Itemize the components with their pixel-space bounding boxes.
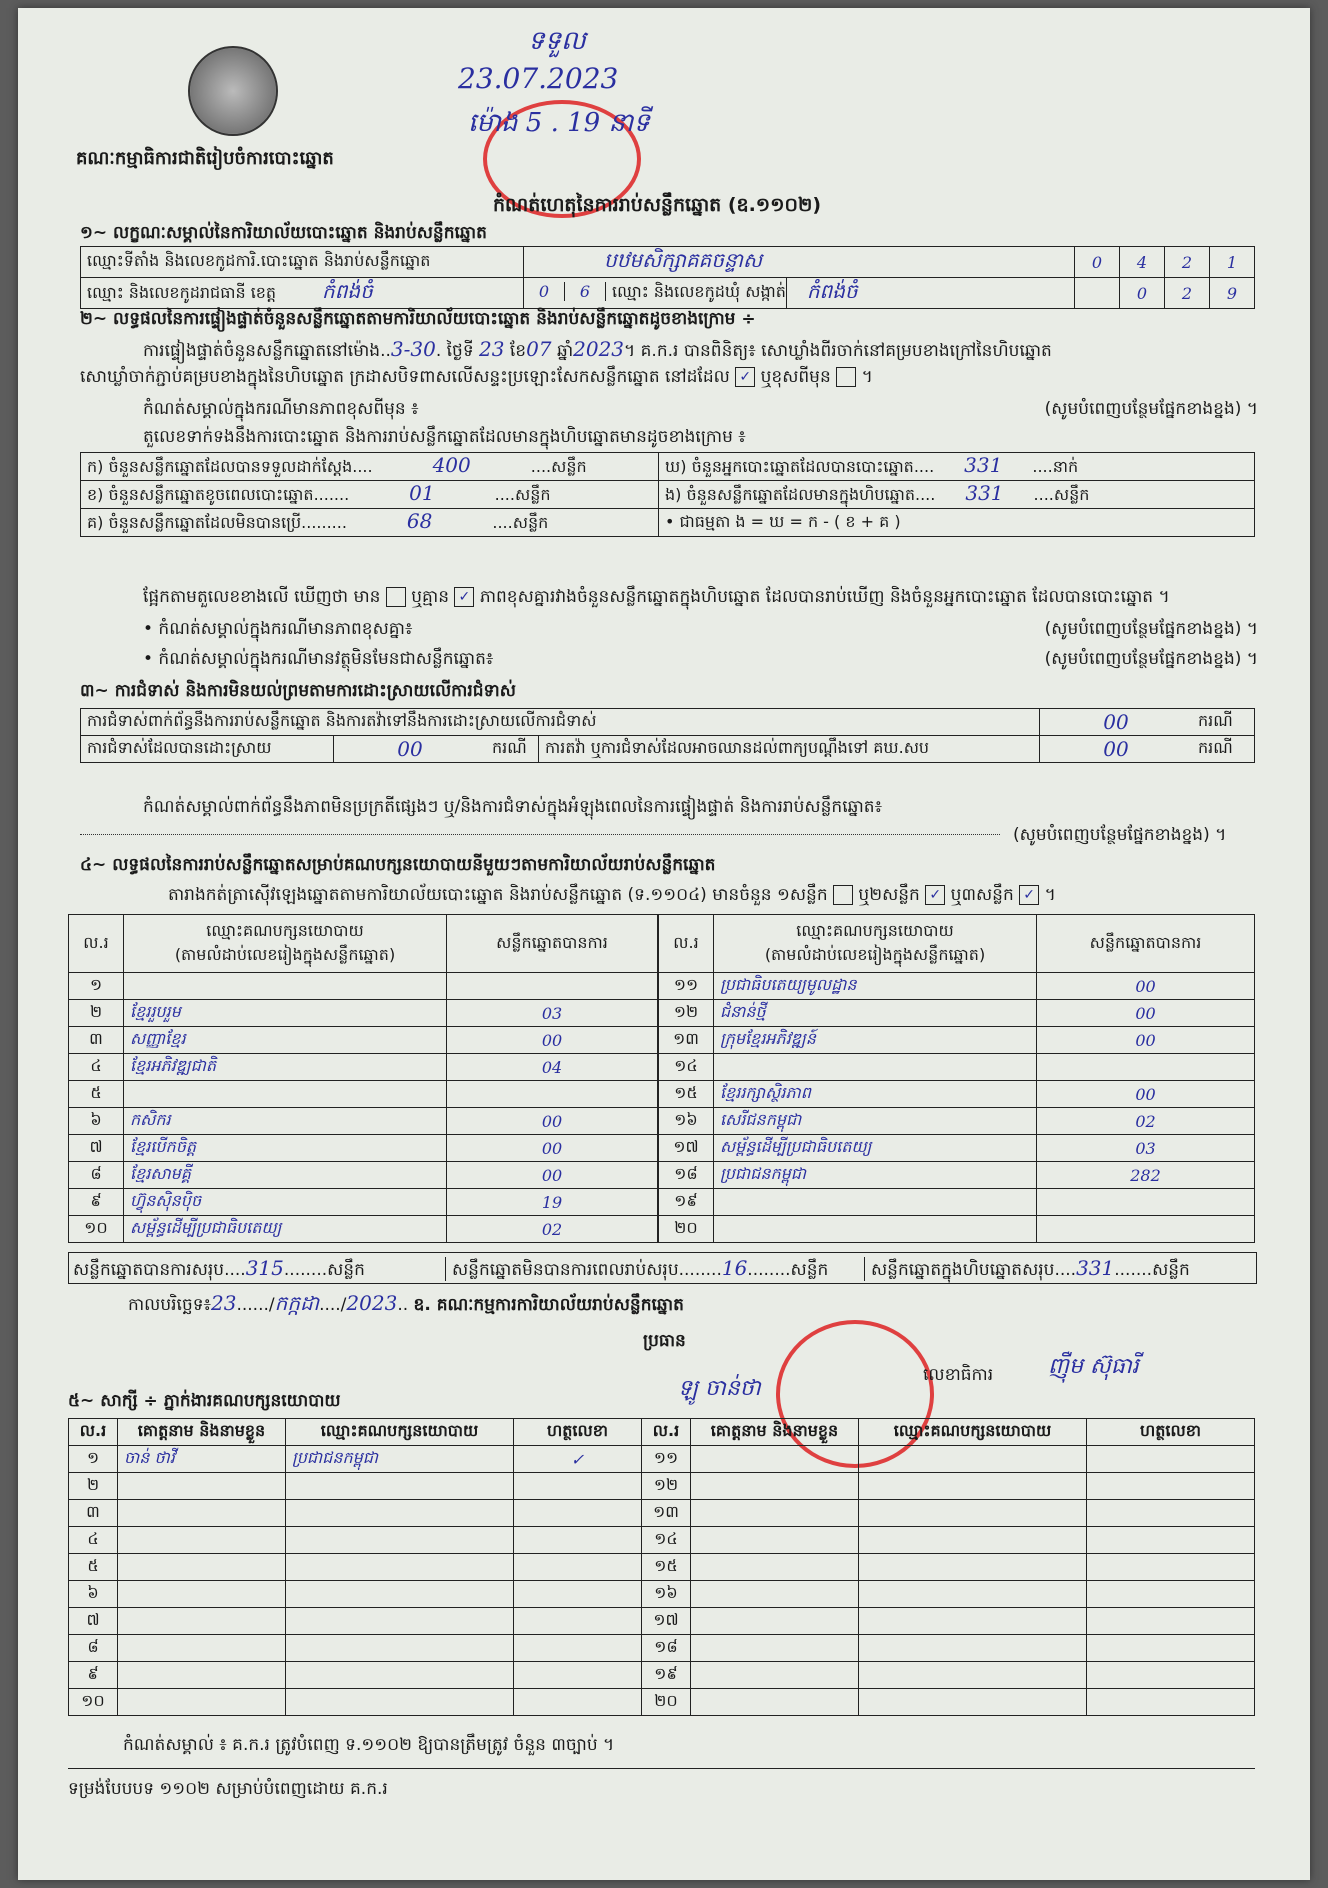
witness-party [286, 1662, 514, 1689]
witness-sign-right [1087, 1473, 1255, 1500]
result-right-no: ១៨ [659, 1162, 714, 1189]
witness-name-right [691, 1662, 859, 1689]
section2-heading: ២~ លទ្ធផលនៃការផ្ទៀងផ្ទាត់ចំនួនសន្លឹកឆ្នោតតាមការិយាល័យបោះឆ្នោត និងរាប់សន្លឹកឆ្នោតដូចខាងក្រោម ÷ [80, 309, 756, 329]
formula: • ជាធម្មតា ង = ឃ = ក - ( ខ + គ ) [659, 509, 1255, 537]
witness-sign [514, 1662, 642, 1689]
result-right-no: ១៥ [659, 1081, 714, 1108]
witness-sign [514, 1635, 642, 1662]
result-right-no: ១៩ [659, 1189, 714, 1216]
result-left-votes: 19 [447, 1189, 658, 1216]
witness-name [118, 1608, 286, 1635]
witness-no-right: ១៣ [642, 1500, 691, 1527]
witness-row [69, 1527, 1255, 1554]
witness-sign [514, 1608, 642, 1635]
witness-party-right [859, 1689, 1087, 1716]
witness-row [69, 1689, 1255, 1716]
witness-row [69, 1446, 1255, 1473]
result-left-party: ខ្មែរបើកចិត្ត [124, 1135, 447, 1162]
secretary-label: លេខាធិការ [923, 1365, 994, 1385]
witness-name-right [691, 1554, 859, 1581]
note-different: កំណត់សម្គាល់ក្នុងករណីមានភាពខុសពីមុន ៖ (សូមបំពេញបន្ថែមផ្នែកខាងខ្នង) ។ [143, 399, 1258, 419]
result-right-votes: 00 [1037, 973, 1255, 1000]
result-left-votes: 00 [447, 1027, 658, 1054]
objection-resolved-value: 00 [334, 736, 487, 763]
station-value: បឋមសិក្សាគគចន្ទាស [524, 247, 1075, 278]
result-right-party [714, 1216, 1037, 1243]
witness-name-right [691, 1446, 859, 1473]
result-left-row [69, 1081, 658, 1108]
note-foreign-object: • កំណត់សម្គាល់ក្នុងករណីមានវត្ថុមិនមែនជាសន្លឹកឆ្នោត៖ (សូមបំពេញបន្ថែមផ្នែកខាងខ្នង) ។ [143, 649, 1258, 669]
station-code-1: 0 [1075, 247, 1120, 278]
witness-sign [514, 1554, 642, 1581]
compare-line: ផ្អែកតាមតួលេខខាងលើ ឃើញថា មាន ឬគ្មាន ✓ ភាពខុសគ្នារវាងចំនួនសន្លឹកឆ្នោតក្នុងហិបឆ្នោត ដែលបានរាប់ឃើញ និងចំនួនអ្នកបោះឆ្នោត ដែលបានបោះឆ្នោត ។ [143, 587, 1170, 607]
objection-appeal-value: 00 [1040, 736, 1193, 763]
result-left-party: ខ្មែរសាមគ្គី [124, 1162, 447, 1189]
result-left-row [69, 1189, 658, 1216]
station-code-2: 4 [1120, 247, 1165, 278]
witness-sign-right [1087, 1446, 1255, 1473]
witness-name [118, 1527, 286, 1554]
witness-no: ៣ [69, 1500, 118, 1527]
witness-name [118, 1635, 286, 1662]
witness-row [69, 1473, 1255, 1500]
result-right-row [659, 1216, 1255, 1243]
result-right-votes [1037, 1216, 1255, 1243]
figure-c-value: 68 [406, 509, 433, 533]
witness-sign-right [1087, 1662, 1255, 1689]
president-name: ឡូ ចាន់ថា [678, 1376, 761, 1401]
verify-day: 23 [479, 337, 505, 361]
witness-name [118, 1581, 286, 1608]
result-right-votes [1037, 1189, 1255, 1216]
result-right-row [659, 1135, 1255, 1162]
witness-party [286, 1527, 514, 1554]
result-left-party: សម្ព័ន្ធដើម្បីប្រជាធិបតេយ្យ [124, 1216, 447, 1243]
result-right-votes: 00 [1037, 1081, 1255, 1108]
footer-form-id: ទម្រង់បែបបទ ១១០២ សម្រាប់បំពេញដោយ គ.ក.រ [68, 1779, 388, 1799]
figure-b-value: 01 [409, 481, 435, 505]
commune-code-1: 0 [1120, 278, 1165, 309]
witness-party: ប្រជាជនកម្ពុជា [286, 1446, 514, 1473]
verify-line-2: សោឃ្លាំចាក់ភ្ជាប់គម្របខាងក្នុងនៃហិបឆ្នោត ក្រដាសបិទពាសលើសន្ទះប្រឡោះសែកសន្លឹកឆ្នោត នៅដដែល ✓ ឬខុសពីមុន ។ [80, 367, 873, 387]
result-right-row [659, 1054, 1255, 1081]
result-left-votes [447, 973, 658, 1000]
province-value: កំពង់ចំ [322, 279, 373, 303]
form-sheet [18, 8, 1310, 1880]
result-right-votes: 03 [1037, 1135, 1255, 1162]
result-left-votes: 03 [447, 1000, 658, 1027]
result-right-votes: 00 [1037, 1027, 1255, 1054]
result-right-party [714, 1189, 1037, 1216]
witness-no-right: ១១ [642, 1446, 691, 1473]
tally-sheet-line: តារាងកត់ត្រាស៊ើវឡេងឆ្នោតតាមការិយាល័យបោះឆ្នោត និងរាប់សន្លឹកឆ្នោត (ទ.១១០៤) មានចំនួន ១សន្លឹក ឬ២សន្លឹក ✓ ឬ៣សន្លឹក ✓ ។ [168, 885, 1056, 905]
different-checkbox[interactable] [836, 367, 856, 387]
ballot-box-total: 331 [1076, 1256, 1115, 1280]
witness-party-right [859, 1608, 1087, 1635]
result-left-party: ហ៊្វុនស៊ិនប៉ិច [124, 1189, 447, 1216]
received-label: ទទួល [528, 26, 586, 56]
result-left-row [69, 1162, 658, 1189]
witness-party-right [859, 1473, 1087, 1500]
witness-row [69, 1554, 1255, 1581]
witness-no: ៨ [69, 1635, 118, 1662]
objection-table: ការជំទាស់ពាក់ព័ន្ធនឹងការរាប់សន្លឹកឆ្នោត និងការតវ៉ាទៅនឹងការដោះស្រាយលើការជំទាស់ 00 ករណី ការជំទាស់ដែលបានដោះស្រាយ 00 ករណី ការតវ៉ា ឬការជំទាស់ដែលអាចឈានដល់ពាក្យបណ្តឹងទៅ គឃ.សប 00 ករណី [80, 708, 1255, 763]
note-difference: • កំណត់សម្គាល់ក្នុងករណីមានភាពខុសគ្នា៖ (សូមបំពេញបន្ថែមផ្នែកខាងខ្នង) ។ [143, 619, 1258, 639]
result-right-no: ១៦ [659, 1108, 714, 1135]
figures-intro: តួលេខទាក់ទងនឹងការបោះឆ្នោត និងការរាប់សន្លឹកឆ្នោតដែលមានក្នុងហិបឆ្នោតមានដូចខាងក្រោម ៖ [143, 427, 746, 447]
figures-table: ក) ចំនួនសន្លឹកឆ្នោតដែលបានទទួលដាក់ស្តែង.... 400 ....សន្លឹក ឃ) ចំនួនអ្នកបោះឆ្នោតដែលបានបោះឆ្នោត.... 331 ....នាក់ ខ) ចំនួនសន្លឹកឆ្នោតខូចពេលបោះឆ្នោត....... 01 ....សន្លឹក ង) ចំនួនសន្លឹកឆ្នោតដែលមានក្នុងហិបឆ្នោត.... 331 ....សន្លឹក គ) ចំនួនសន្លឹកឆ្នោតដែលមិនបានប្រើ......... 68 ....សន្លឹក • ជាធម្មតា ង = ឃ = ក - ( ខ + គ ) [80, 452, 1255, 537]
result-left-votes: 00 [447, 1135, 658, 1162]
result-left-row [69, 973, 658, 1000]
no-difference-checkbox[interactable]: ✓ [454, 587, 474, 607]
witness-name-right [691, 1635, 859, 1662]
result-left-votes [447, 1081, 658, 1108]
result-left-row [69, 1054, 658, 1081]
result-left-no: ២ [69, 1000, 124, 1027]
witness-sign-right [1087, 1581, 1255, 1608]
witness-name-right [691, 1581, 859, 1608]
irregularity-fill: (សូមបំពេញបន្ថែមផ្នែកខាងខ្នង) ។ [1013, 825, 1227, 845]
result-left-no: ៩ [69, 1189, 124, 1216]
result-right-row [659, 1162, 1255, 1189]
witness-table: ល.រ គោត្តនាម និងនាមខ្លួន ឈ្មោះគណបក្សនយោបាយ ហត្ថលេខា ល.រ គោត្តនាម និងនាមខ្លួន ឈ្មោះគណបក្សនយោបាយ ហត្ថលេខា ១ ចាន់ ថាវី ប្រជាជនកម្ពុជា ✓ ១១ ២ ១២ ៣ ១៣ ៤ ១៤ ៥ ១៥ ៦ ១៦ ៧ ១៧ ៨ ១៨ ៩ ១៩ ១០ ២០ [68, 1418, 1255, 1716]
commune-label: ឈ្មោះ និងលេខកូដឃុំ សង្កាត់ [612, 282, 786, 301]
witness-party [286, 1635, 514, 1662]
nec-logo [188, 46, 278, 136]
result-right-row [659, 1081, 1255, 1108]
witness-no-right: ១៨ [642, 1635, 691, 1662]
result-right-row [659, 973, 1255, 1000]
has-difference-checkbox[interactable] [386, 587, 406, 607]
witness-party-right [859, 1581, 1087, 1608]
result-left-votes: 02 [447, 1216, 658, 1243]
witness-party-right [859, 1662, 1087, 1689]
witness-no: ៩ [69, 1662, 118, 1689]
province-code-2: 6 [565, 282, 606, 301]
witness-sign [514, 1689, 642, 1716]
result-left-party: សញ្ញាខ្មែរ [124, 1027, 447, 1054]
figure-a-label: ក) ចំនួនសន្លឹកឆ្នោតដែលបានទទួលដាក់ស្តែង [87, 457, 353, 476]
irregularity-note: កំណត់សម្គាល់ពាក់ព័ន្ធនឹងភាពមិនប្រក្រតីផ្សេងៗ ឬ/និងការជំទាស់ក្នុងអំឡុងពេលនៃការផ្ទៀងផ្ទាត់ និងការរាប់សន្លឹកឆ្នោត៖ [143, 797, 883, 817]
result-left-no: ១០ [69, 1216, 124, 1243]
witness-sign-right [1087, 1689, 1255, 1716]
valid-total: 315 [245, 1256, 284, 1280]
witness-no-right: ១៤ [642, 1527, 691, 1554]
result-left-no: ៥ [69, 1081, 124, 1108]
witness-name [118, 1662, 286, 1689]
result-left-party [124, 1081, 447, 1108]
received-time: ម៉ោង 5 . 19 នាទី [468, 108, 650, 138]
result-right-votes: 00 [1037, 1000, 1255, 1027]
witness-name-right [691, 1500, 859, 1527]
figure-a-value: 400 [432, 453, 471, 477]
totals-row: សន្លឹកឆ្នោតបានការសរុប....315........សន្លឹក សន្លឹកឆ្នោតមិនបានការពេលរាប់សរុប........16........សន្លឹក សន្លឹកឆ្នោតក្នុងហិបឆ្នោតសរុប....331.......សន្លឹក [68, 1252, 1257, 1284]
verify-year: 2023 [573, 337, 625, 361]
witness-row [69, 1608, 1255, 1635]
witness-sign [514, 1527, 642, 1554]
station-table [80, 246, 1255, 309]
witness-party [286, 1500, 514, 1527]
witness-no: ៤ [69, 1527, 118, 1554]
witness-party-right [859, 1635, 1087, 1662]
one-sheet-checkbox[interactable] [833, 885, 853, 905]
witness-name [118, 1473, 286, 1500]
figure-d-label: ឃ) ចំនួនអ្នកបោះឆ្នោតដែលបានបោះឆ្នោត [665, 457, 914, 476]
section3-heading: ៣~ ការជំទាស់ និងការមិនយល់ព្រមតាមការដោះស្រាយលើការជំទាស់ [80, 681, 516, 701]
witness-no-right: ១៩ [642, 1662, 691, 1689]
witness-no-right: ១៧ [642, 1608, 691, 1635]
section5-heading: ៥~ សាក្សី ÷ ភ្នាក់ងារគណបក្សនយោបាយ [68, 1391, 341, 1411]
invalid-total: 16 [721, 1256, 748, 1280]
result-right-votes [1037, 1054, 1255, 1081]
witness-party [286, 1473, 514, 1500]
witness-row [69, 1662, 1255, 1689]
witness-no: ១០ [69, 1689, 118, 1716]
figure-c-label: គ) ចំនួនសន្លឹកឆ្នោតដែលមិនបានប្រើ [87, 513, 302, 532]
witness-name-right [691, 1473, 859, 1500]
result-left-party: កសិករ [124, 1108, 447, 1135]
witness-no: ៧ [69, 1608, 118, 1635]
result-right-no: ១៣ [659, 1027, 714, 1054]
result-left-no: ៣ [69, 1027, 124, 1054]
commune-code-2: 2 [1165, 278, 1210, 309]
figure-d-value: 331 [964, 453, 1003, 477]
result-right-party: ប្រជាជនកម្ពុជា [714, 1162, 1037, 1189]
result-right-party [714, 1054, 1037, 1081]
objection-total-label: ការជំទាស់ពាក់ព័ន្ធនឹងការរាប់សន្លឹកឆ្នោត និងការតវ៉ាទៅនឹងការដោះស្រាយលើការជំទាស់ [81, 709, 1040, 736]
witness-name-right [691, 1689, 859, 1716]
figure-b-label: ខ) ចំនួនសន្លឹកឆ្នោតខូចពេលបោះឆ្នោត [87, 485, 314, 504]
result-left-no: ៧ [69, 1135, 124, 1162]
figure-e-value: 331 [965, 481, 1004, 505]
witness-no: ៦ [69, 1581, 118, 1608]
witness-sign-right [1087, 1635, 1255, 1662]
verify-line-1: ការផ្ទៀងផ្ទាត់ចំនួនសន្លឹកឆ្នោតនៅម៉ោង..3-30. ថ្ងៃទី 23 ខែ07 ឆ្នាំ2023។ គ.ក.រ បានពិនិត្យ៖ សោឃ្លាំងពីរចាក់នៅគម្របខាងក្រៅនៃហិបឆ្នោត [143, 337, 1052, 361]
committee-name: គណៈកម្មាធិការជាតិរៀបចំការបោះឆ្នោត [76, 148, 334, 169]
witness-no: ២ [69, 1473, 118, 1500]
witness-sign [514, 1581, 642, 1608]
witness-party [286, 1554, 514, 1581]
commune-code-3: 9 [1210, 278, 1255, 309]
result-right-no: ២០ [659, 1216, 714, 1243]
result-right-row [659, 1000, 1255, 1027]
result-right-party: ខ្មែររក្សាស្ថិរភាព [714, 1081, 1037, 1108]
verify-month: 07 [526, 337, 552, 361]
witness-sign-right [1087, 1554, 1255, 1581]
section1-heading: ១~ លក្ខណៈសម្គាល់នៃការិយាល័យបោះឆ្នោត និងរាប់សន្លឹកឆ្នោត [80, 223, 487, 243]
secretary-name: ញ៉ឺម ស៊ុធារី [1048, 1354, 1139, 1379]
witness-party [286, 1608, 514, 1635]
witness-no-right: ១២ [642, 1473, 691, 1500]
witness-party [286, 1581, 514, 1608]
result-left-row [69, 1216, 658, 1243]
result-left-row [69, 1108, 658, 1135]
result-left-votes: 00 [447, 1162, 658, 1189]
commune-value: កំពង់ចំ [786, 278, 1074, 309]
result-right-votes: 02 [1037, 1108, 1255, 1135]
same-checkbox[interactable]: ✓ [735, 367, 755, 387]
witness-sign-right [1087, 1500, 1255, 1527]
two-sheet-checkbox[interactable]: ✓ [925, 885, 945, 905]
result-left-row [69, 1000, 658, 1027]
result-left-votes: 04 [447, 1054, 658, 1081]
witness-party [286, 1689, 514, 1716]
province-label: ឈ្មោះ និងលេខកូដរាជធានី ខេត្ត [87, 283, 277, 302]
figure-e-label: ង) ចំនួនសន្លឹកឆ្នោតដែលមានក្នុងហិបឆ្នោត [665, 485, 915, 504]
witness-party-right [859, 1446, 1087, 1473]
witness-no-right: ២០ [642, 1689, 691, 1716]
witness-name-right [691, 1527, 859, 1554]
objection-total-value: 00 [1040, 709, 1193, 736]
results-table-left: ល.រ ឈ្មោះគណបក្សនយោបាយ (តាមលំដាប់លេខរៀងក្នុងសន្លឹកឆ្នោត) សន្លឹកឆ្នោតបានការ ១ ២ ខ្មែររួបរួម 03 ៣ សញ្ញាខ្មែរ 00 ៤ ខ្មែរអភិវឌ្ឍជាតិ 04 ៥ ៦ កសិករ 00 ៧ ខ្មែរបើកចិត្ត 00 ៨ ខ្មែរសាមគ្គី 00 ៩ ហ៊្វុនស៊ិនប៉ិច 19 ១០ សម្ព័ន្ធដើម្បីប្រជាធិបតេយ្យ 02 [68, 914, 658, 1243]
witness-name [118, 1554, 286, 1581]
result-left-party: ខ្មែរអភិវឌ្ឍជាតិ [124, 1054, 447, 1081]
result-right-no: ១៧ [659, 1135, 714, 1162]
witness-no: ៥ [69, 1554, 118, 1581]
president-label: ប្រធាន [643, 1331, 686, 1351]
result-right-row [659, 1027, 1255, 1054]
result-left-no: ៦ [69, 1108, 124, 1135]
result-right-party: សេរីជនកម្ពុជា [714, 1108, 1037, 1135]
result-left-party: ខ្មែររួបរួម [124, 1000, 447, 1027]
result-right-party: ជំនាន់ថ្មី [714, 1000, 1037, 1027]
witness-row [69, 1581, 1255, 1608]
form-title: កំណត់ហេតុនៃការរាប់សន្លឹកឆ្នោត (ឧ.១១០២) [493, 194, 822, 216]
witness-party-right [859, 1500, 1087, 1527]
station-label: ឈ្មោះទីតាំង និងលេខកូដការិ.បោះឆ្នោត និងរាប់សន្លឹកឆ្នោត [81, 247, 524, 278]
received-date: 23.07.2023 [458, 62, 619, 95]
witness-no: ១ [69, 1446, 118, 1473]
result-left-votes: 00 [447, 1108, 658, 1135]
result-right-row [659, 1189, 1255, 1216]
witness-name-right [691, 1608, 859, 1635]
witness-party-right [859, 1527, 1087, 1554]
result-left-row [69, 1027, 658, 1054]
result-left-party [124, 973, 447, 1000]
witness-row [69, 1500, 1255, 1527]
witness-sign [514, 1473, 642, 1500]
witness-row [69, 1635, 1255, 1662]
witness-note: កំណត់សម្គាល់ ៖ គ.ក.រ ត្រូវបំពេញ ទ.១១០២ ឱ្យបានត្រឹមត្រូវ ចំនួន ៣ច្បាប់ ។ [123, 1735, 615, 1755]
result-right-party: ក្រុមខ្មែរអភិវឌ្ឍន៍ [714, 1027, 1037, 1054]
station-code-3: 2 [1165, 247, 1210, 278]
results-table-right: ល.រ ឈ្មោះគណបក្សនយោបាយ (តាមលំដាប់លេខរៀងក្នុងសន្លឹកឆ្នោត) សន្លឹកឆ្នោតបានការ ១១ ប្រជាធិបតេយ្យមូលដ្ឋាន 00 ១២ ជំនាន់ថ្មី 00 ១៣ ក្រុមខ្មែរអភិវឌ្ឍន៍ 00 ១៤ ១៥ ខ្មែររក្សាស្ថិរភាព 00 ១៦ សេរីជនកម្ពុជា 02 ១៧ សម្ព័ន្ធដើម្បីប្រជាធិបតេយ្យ 03 ១៨ ប្រជាជនកម្ពុជា 282 ១៩ ២០ [658, 914, 1255, 1243]
three-sheet-checkbox[interactable]: ✓ [1019, 885, 1039, 905]
objection-appeal-label: ការតវ៉ា ឬការជំទាស់ដែលអាចឈានដល់ពាក្យបណ្តឹងទៅ គឃ.សប [539, 736, 1040, 763]
witness-no-right: ១៥ [642, 1554, 691, 1581]
result-left-no: ៨ [69, 1162, 124, 1189]
objection-resolved-label: ការជំទាស់ដែលបានដោះស្រាយ [81, 736, 334, 763]
result-right-row [659, 1108, 1255, 1135]
result-left-no: ១ [69, 973, 124, 1000]
result-right-no: ១១ [659, 973, 714, 1000]
witness-sign-right [1087, 1527, 1255, 1554]
witness-sign [514, 1500, 642, 1527]
witness-name: ចាន់ ថាវី [118, 1446, 286, 1473]
station-code-4: 1 [1210, 247, 1255, 278]
witness-no-right: ១៦ [642, 1581, 691, 1608]
witness-name [118, 1689, 286, 1716]
witness-party-right [859, 1554, 1087, 1581]
witness-name [118, 1500, 286, 1527]
result-right-votes: 282 [1037, 1162, 1255, 1189]
result-right-no: ១៤ [659, 1054, 714, 1081]
witness-sign: ✓ [514, 1446, 642, 1473]
result-left-row [69, 1135, 658, 1162]
result-right-party: សម្ព័ន្ធដើម្បីប្រជាធិបតេយ្យ [714, 1135, 1037, 1162]
section4-heading: ៤~ លទ្ធផលនៃការរាប់សន្លឹកឆ្នោតសម្រាប់គណបក្សនយោបាយនីមួយៗតាមការិយាល័យរាប់សន្លឹកឆ្នោត [80, 855, 716, 875]
province-code-1: 0 [524, 282, 565, 301]
date-line: កាលបរិច្ឆេទ៖23....../កក្កដា..../2023.. ឧ. គណៈកម្មការការិយាល័យរាប់សន្លឹកឆ្នោត [128, 1291, 684, 1315]
result-right-party: ប្រជាធិបតេយ្យមូលដ្ឋាន [714, 973, 1037, 1000]
result-left-no: ៤ [69, 1054, 124, 1081]
result-right-no: ១២ [659, 1000, 714, 1027]
verify-time: 3-30 [390, 337, 436, 361]
witness-sign-right [1087, 1608, 1255, 1635]
